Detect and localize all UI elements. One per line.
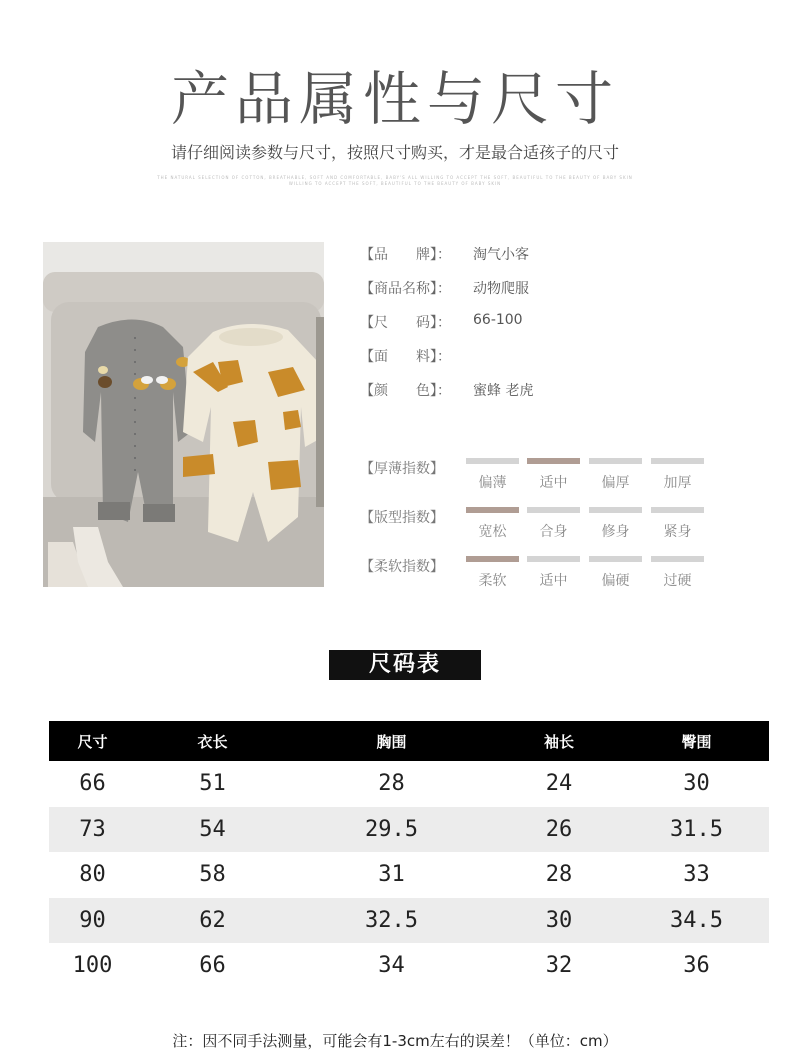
table-cell: 62 <box>199 907 226 933</box>
table-cell: 30 <box>683 771 710 797</box>
attr-label: 【品 牌】： <box>360 247 451 263</box>
index-label: 【版型指数】 <box>360 510 444 526</box>
table-cell: 66 <box>79 771 106 797</box>
index-label: 【柔软指数】 <box>360 559 444 575</box>
table-cell: 51 <box>199 771 226 797</box>
column-header: 衣长 <box>197 732 228 751</box>
index-option: 修身 <box>589 507 642 541</box>
attr-brand <box>360 244 760 278</box>
table-row <box>49 898 769 944</box>
attr-fabric <box>360 346 760 380</box>
fine-print-line-1: THE NATURAL SELECTION OF COTTON, BREATHABLE, SOFT AND COMFORTABLE, BABY'S ALL WILLING TO ACCEPT THE SOFT, BEAUTIFUL TO THE BEAUTY OF BABY SKIN <box>157 175 633 180</box>
table-cell: 29.5 <box>365 816 418 842</box>
attr-size <box>360 312 760 346</box>
table-header <box>49 721 769 761</box>
table-cell: 33 <box>683 862 710 888</box>
index-option: 加厚 <box>651 458 704 492</box>
table-cell: 90 <box>79 907 106 933</box>
table-row <box>49 943 769 989</box>
index-option: 偏薄 <box>466 458 519 492</box>
table-cell: 34.5 <box>670 907 723 933</box>
size-chart-table <box>49 721 769 989</box>
table-cell: 31.5 <box>670 816 723 842</box>
table-cell: 26 <box>545 816 573 842</box>
product-photo <box>43 242 324 587</box>
attr-product-name <box>360 278 760 312</box>
attr-label: 【商品名称】： <box>360 281 451 297</box>
table-cell: 66 <box>199 953 226 979</box>
table-cell: 31 <box>378 862 405 888</box>
index-option: 紧身 <box>651 507 704 541</box>
table-cell: 28 <box>545 862 573 888</box>
attr-value: 动物爬服 <box>473 281 529 297</box>
column-header: 胸围 <box>376 732 407 751</box>
page-title: 产品属性与尺寸 <box>170 65 619 133</box>
table-row <box>49 852 769 898</box>
softness-index <box>360 554 760 603</box>
index-option: 宽松 <box>466 507 519 541</box>
table-cell: 32.5 <box>365 907 418 933</box>
table-cell: 100 <box>72 953 113 979</box>
index-option: 过硬 <box>651 556 704 590</box>
product-attributes <box>360 244 760 414</box>
table-cell: 73 <box>79 816 106 842</box>
index-option: 适中 <box>527 556 580 590</box>
table-cell: 28 <box>378 771 405 797</box>
attr-value: 66-100 <box>473 312 523 328</box>
column-header: 臀围 <box>681 732 712 751</box>
attr-label: 【尺 码】： <box>360 315 451 331</box>
index-option: 偏厚 <box>589 458 642 492</box>
index-option: 柔软 <box>466 556 519 590</box>
table-cell: 36 <box>683 953 710 979</box>
index-option: 适中 <box>527 458 580 492</box>
attr-label: 【颜 色】： <box>360 383 451 399</box>
index-option: 偏硬 <box>589 556 642 590</box>
size-chart-title: 尺码表 <box>329 650 481 680</box>
table-row <box>49 807 769 853</box>
column-header: 尺寸 <box>77 732 108 751</box>
table-cell: 24 <box>545 771 573 797</box>
index-option: 合身 <box>527 507 580 541</box>
index-label: 【厚薄指数】 <box>360 461 444 477</box>
thickness-index <box>360 456 760 505</box>
table-row <box>49 761 769 807</box>
table-cell: 54 <box>199 816 226 842</box>
measurement-note: 注：因不同手法测量，可能会有1-3cm左右的误差！（单位：cm） <box>172 1032 618 1050</box>
attr-value: 蜜蜂 老虎 <box>473 383 534 399</box>
table-cell: 32 <box>545 953 573 979</box>
table-cell: 80 <box>79 862 106 888</box>
fit-index <box>360 505 760 554</box>
column-header: 袖长 <box>543 732 574 751</box>
fabric-indices <box>360 456 760 603</box>
fine-print-line-2: WILLING TO ACCEPT THE SOFT, BEAUTIFUL TO THE BEAUTY OF BABY SKIN <box>288 181 502 186</box>
table-cell: 30 <box>545 907 573 933</box>
page-subtitle: 请仔细阅读参数与尺寸，按照尺寸购买，才是最合适孩子的尺寸 <box>170 143 619 162</box>
table-cell: 34 <box>378 953 405 979</box>
attr-value: 淘气小客 <box>473 247 529 263</box>
attr-label: 【面 料】： <box>360 349 451 365</box>
attr-color <box>360 380 760 414</box>
table-cell: 58 <box>199 862 226 888</box>
